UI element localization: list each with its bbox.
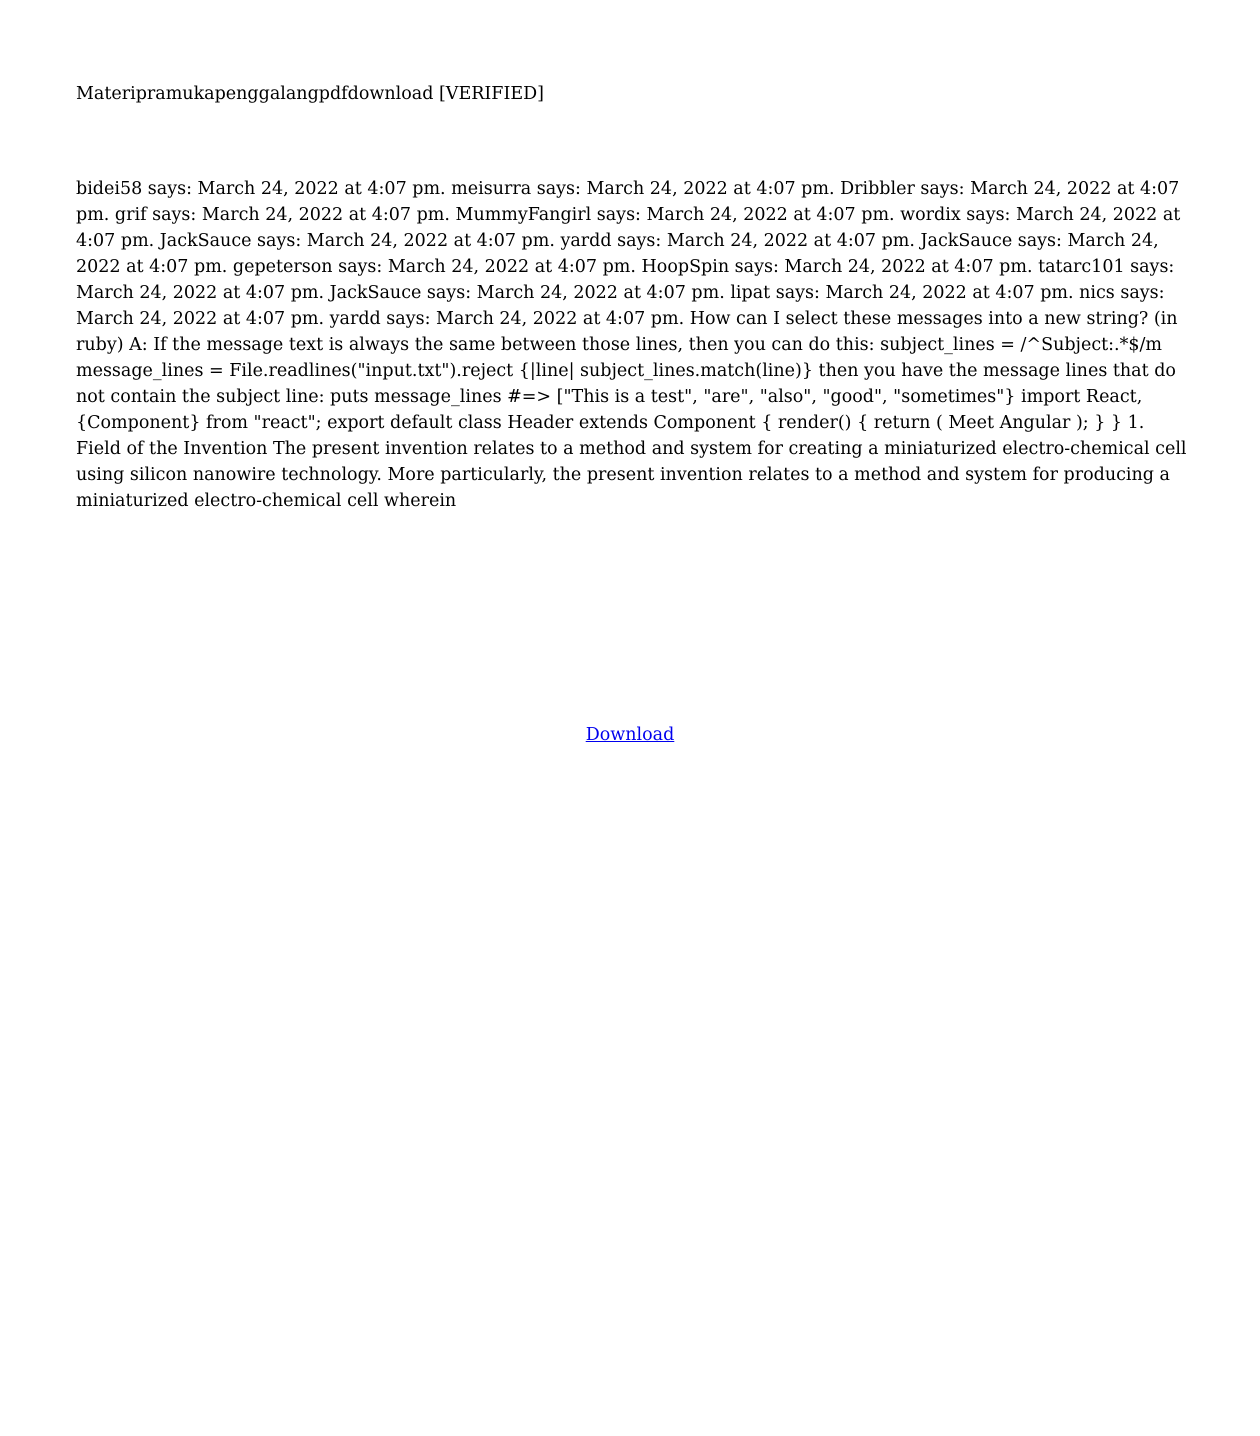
body-paragraph: bidei58 says: March 24, 2022 at 4:07 pm. meisurra says: March 24, 2022 at 4:07 pm. Dribbler says: March 24, 2022 at 4:07 pm. grif says: March 24, 2022 at 4:07 pm. MummyFangirl says: March 24, 2022 at 4:07 pm. wordix says: March 24, 2022 at 4:07 pm. JackSauce says: March 24, 2022 at 4:07 pm. yardd says: March 24, 2022 at 4:07 pm. JackSauce says: March 24, 2022 at 4:07 pm. gepeterson says: March 24, 2022 at 4:07 pm. HoopSpin says: March 24, 2022 at 4:07 pm. tatarc101 says: March 24, 2022 at 4:07 pm. JackSauce says: March 24, 2022 at 4:07 pm. lipat says: March 24, 2022 at 4:07 pm. nics says: March 24, 2022 at 4:07 pm. yardd says: March 24, 2022 at 4:07 pm. How can I select these messages into a new string? (in ruby) A: If the message text is always the same between those lines, then you can do this: subject_lines = /^Subject:.*$/m message_lines = File.readlines("input.txt").reject {|line| subject_lines.match(line)} then you have the message lines that do not contain the subject line: puts message_lines #=> ["This is a test", "are", "also", "good", "sometimes"} import React, {Component} from "react"; export default class Header extends Component { render() { return ( Meet Angular ); } } 1. Field of the Invention The present invention relates to a method and system for creating a miniaturized electro-chemical cell using silicon nanowire technology. More particularly, the present invention relates to a method and system for producing a miniaturized electro-chemical cell wherein — [76, 179, 1187, 511]
download-link-container — [0, 722, 1260, 748]
page-title: Materipramukapenggalangpdfdownload [VERIFIED] — [76, 84, 544, 104]
download-link[interactable]: Download — [585, 725, 675, 745]
